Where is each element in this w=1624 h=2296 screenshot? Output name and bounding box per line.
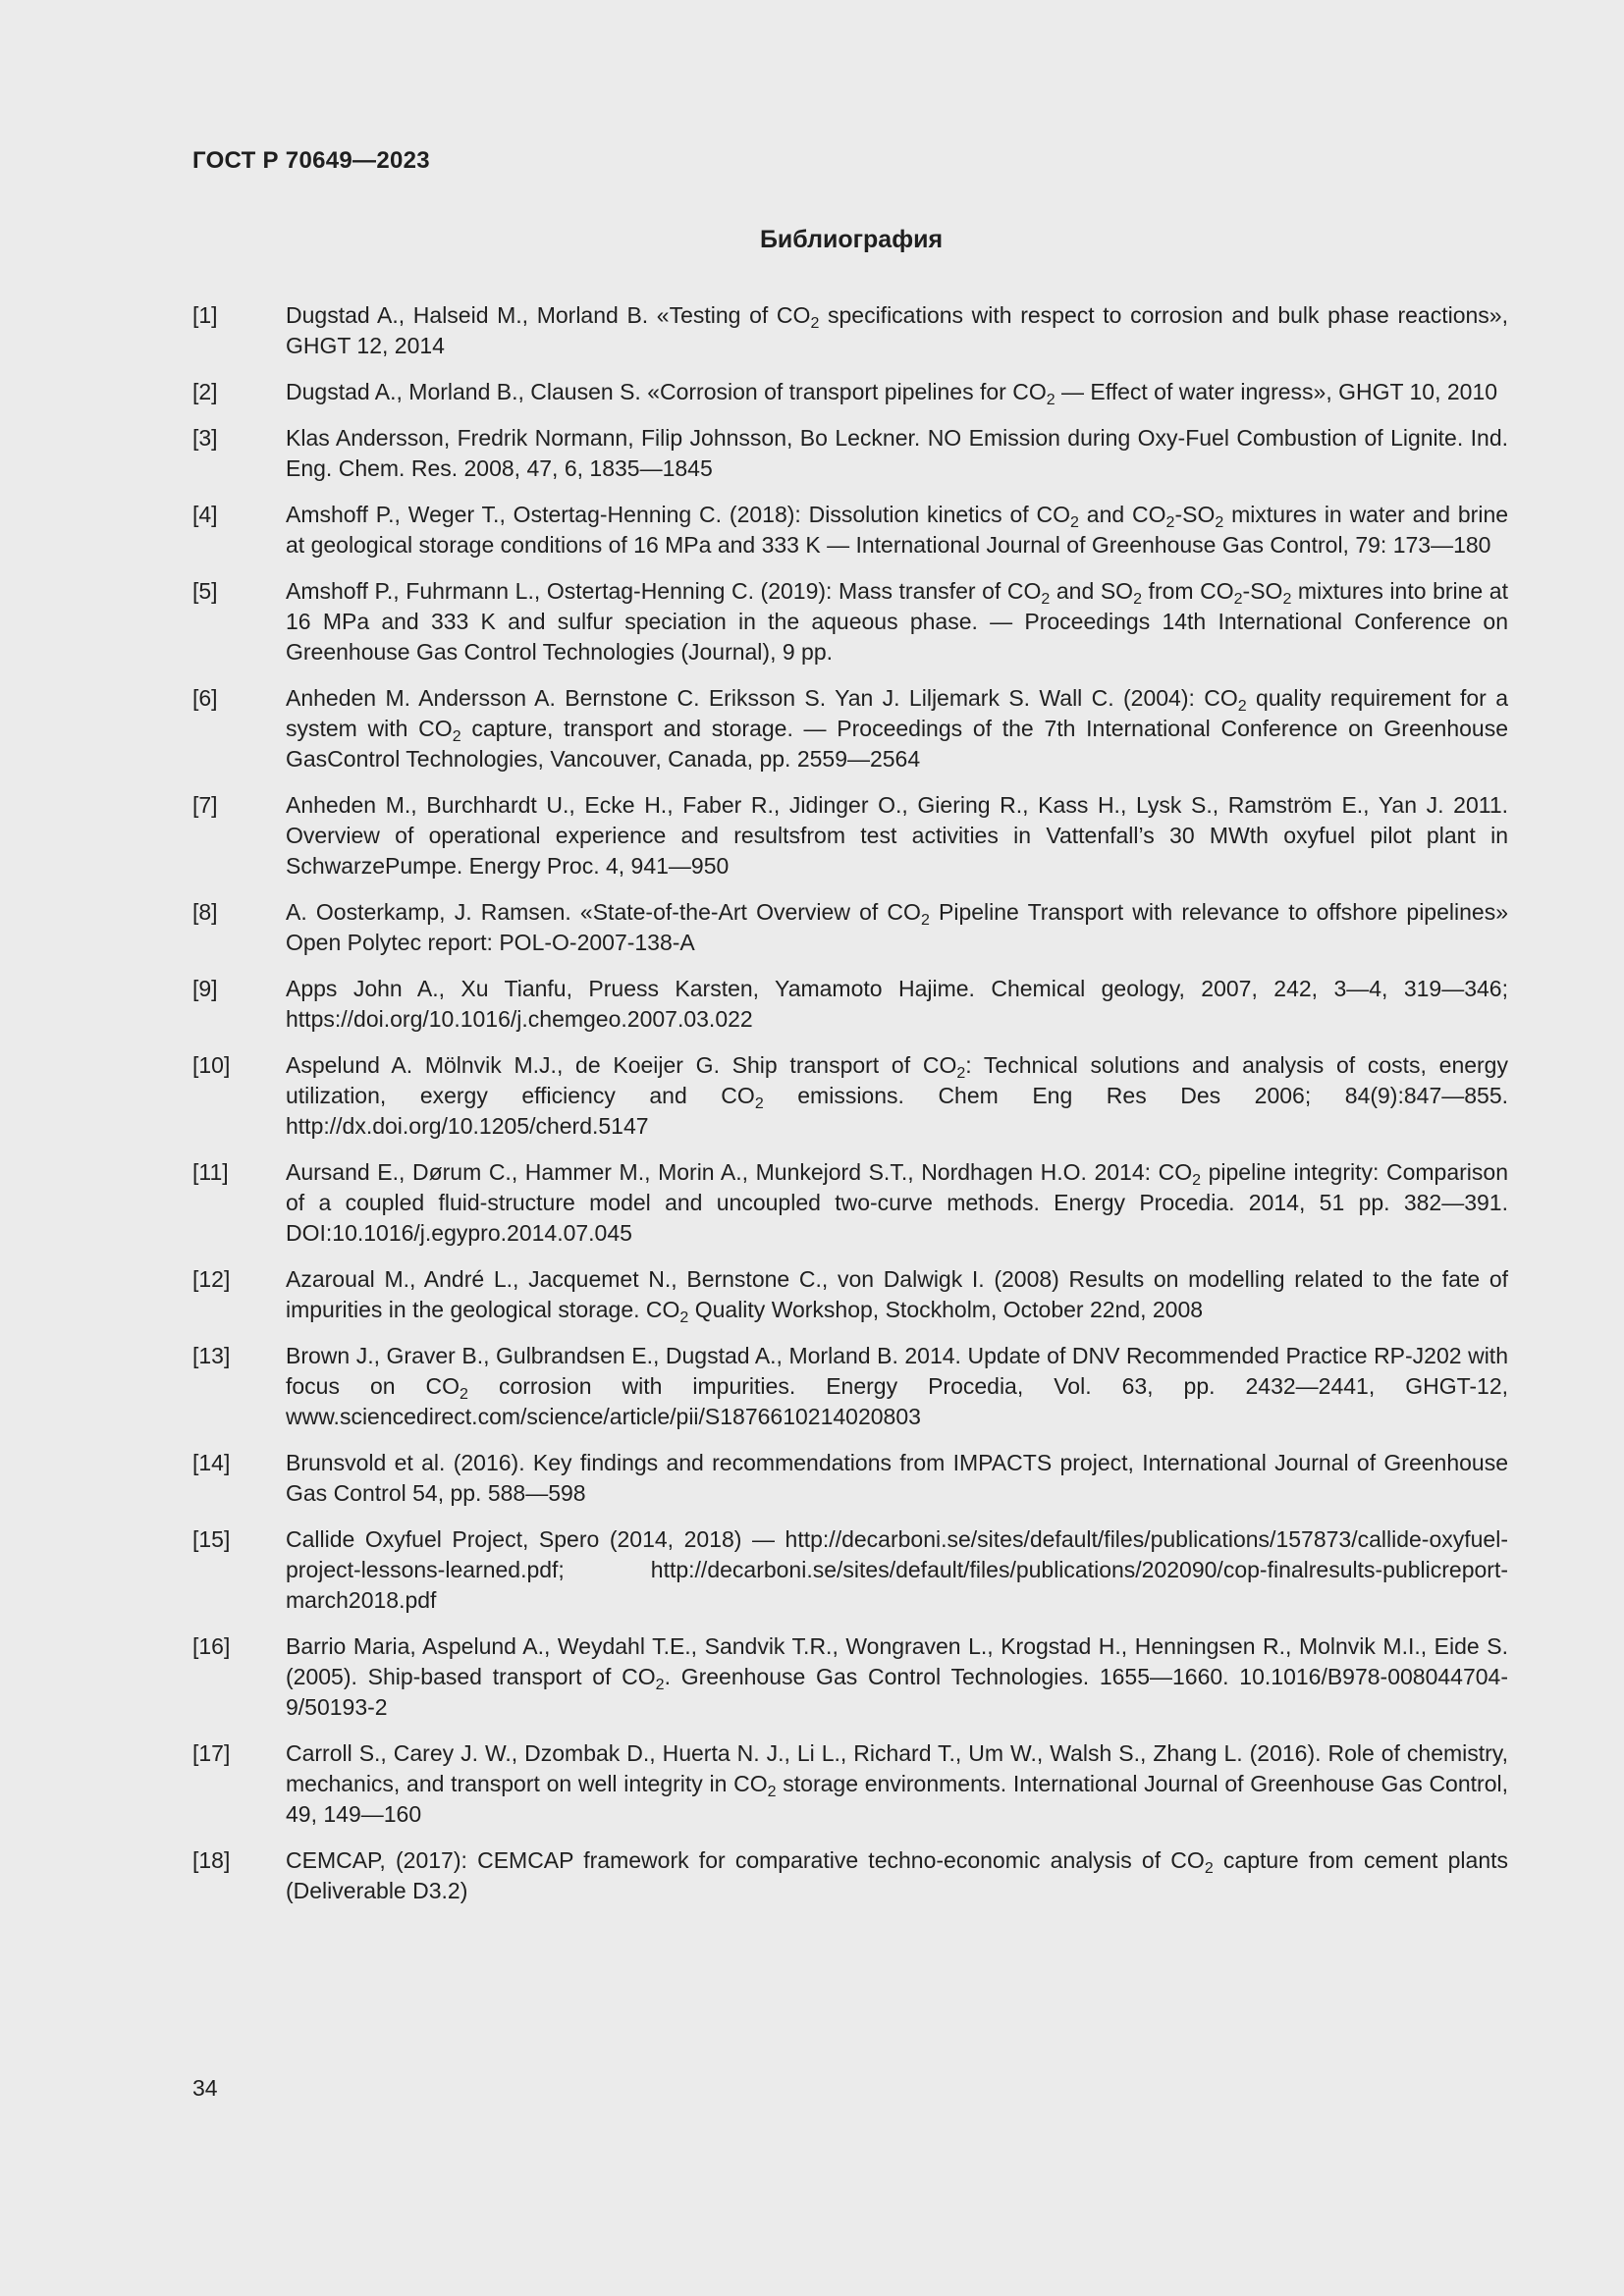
bibliography-entry bbox=[192, 974, 1508, 1035]
entry-number: [11] bbox=[192, 1159, 229, 1185]
subscript: 2 bbox=[1133, 591, 1142, 608]
entry-text-segment: mixtures into brine at 16 MPa and 333 K and sulfur speciation in the aqueous phase. — Proceedings 14th International Conference on Greenhouse Gas Control Technologies (Journal), 9 pp. bbox=[286, 578, 1508, 665]
subscript: 2 bbox=[810, 315, 820, 332]
subscript: 2 bbox=[1237, 698, 1247, 715]
entry-text-segment: Dugstad A., Morland B., Clausen S. «Corrosion of transport pipelines for CO bbox=[286, 379, 1047, 404]
entry-text-segment: Amshoff P., Fuhrmann L., Ostertag-Henning C. (2019): Mass transfer of CO bbox=[286, 578, 1042, 604]
subscript: 2 bbox=[452, 728, 461, 745]
entry-text-segment: Apps John A., Xu Tianfu, Pruess Karsten, Yamamoto Hajime. Chemical geology, 2007, 242, 3—4, 319—346; https://doi.org/10.1016/j.chemgeo.2007.03.022 bbox=[286, 976, 1508, 1032]
bibliography-entry bbox=[192, 576, 1508, 667]
entry-text-segment: Callide Oxyfuel Project, Spero (2014, 2018) — http://decarboni.se/sites/default/files/publications/157873/callide-oxyfuel-project-lessons-learned.pdf; http://decarboni.se/sites/default/files/publications/202090/cop-finalresults-publicreport-march2018.pdf bbox=[286, 1526, 1508, 1613]
bibliography-entry bbox=[192, 1631, 1508, 1723]
subscript: 2 bbox=[655, 1677, 665, 1693]
entry-text bbox=[286, 576, 1508, 667]
entry-text-segment: corrosion with impurities. Energy Procedia, Vol. 63, pp. 2432—2441, GHGT-12, www.sciencedirect.com/science/article/pii/S1876610214020803 bbox=[286, 1373, 1509, 1429]
entry-text-segment: Pipeline Transport with relevance to offshore pipelines» Open Polytec report: POL-O-2007-138-A bbox=[286, 899, 1508, 955]
entry-text-segment: capture, transport and storage. — Proceedings of the 7th International Conference on Greenhouse GasControl Technologies, Vancouver, Canada, pp. 2559—2564 bbox=[286, 716, 1508, 772]
entry-text bbox=[286, 974, 1508, 1035]
entry-text-segment: Aursand E., Dørum C., Hammer M., Morin A., Munkejord S.T., Nordhagen H.O. 2014: CO bbox=[286, 1159, 1193, 1185]
entry-text-segment: capture from cement plants (Deliverable D3.2) bbox=[286, 1847, 1508, 1903]
entry-text-segment: Klas Andersson, Fredrik Normann, Filip Johnsson, Bo Leckner. NO Emission during Oxy-Fuel Combustion of Lignite. Ind. Eng. Chem. Res. 2008, 47, 6, 1835—1845 bbox=[286, 425, 1508, 481]
bibliography-list bbox=[192, 300, 1508, 1922]
bibliography-entry bbox=[192, 1050, 1508, 1142]
entry-text-segment: Brunsvold et al. (2016). Key findings and recommendations from IMPACTS project, International Journal of Greenhouse Gas Control 54, pp. 588—598 bbox=[286, 1450, 1508, 1506]
entry-text bbox=[286, 377, 1508, 407]
entry-text-segment: -SO bbox=[1174, 502, 1216, 527]
entry-text bbox=[286, 1738, 1508, 1830]
entry-text-segment: emissions. Chem Eng Res Des 2006; 84(9):847—855. http://dx.doi.org/10.1205/cherd.5147 bbox=[286, 1083, 1508, 1139]
entry-number: [12] bbox=[192, 1266, 231, 1292]
subscript: 2 bbox=[1233, 591, 1243, 608]
entry-text bbox=[286, 1631, 1508, 1723]
entry-text bbox=[286, 897, 1508, 958]
entry-text-segment: CEMCAP, (2017): CEMCAP framework for comparative techno-economic analysis of CO bbox=[286, 1847, 1205, 1873]
entry-text bbox=[286, 423, 1508, 484]
entry-text-segment: Aspelund A. Mölnvik M.J., de Koeijer G. Ship transport of CO bbox=[286, 1052, 957, 1078]
entry-number: [4] bbox=[192, 502, 218, 527]
entry-text-segment: Carroll S., Carey J. W., Dzombak D., Huerta N. J., Li L., Richard T., Um W., Walsh S., Zhang L. (2016). Role of chemistry, mechanics, and transport on well integrity in CO bbox=[286, 1740, 1508, 1796]
subscript: 2 bbox=[1046, 392, 1056, 408]
bibliography-entry bbox=[192, 423, 1508, 484]
entry-text bbox=[286, 1448, 1508, 1509]
bibliography-entry bbox=[192, 1448, 1508, 1509]
subscript: 2 bbox=[679, 1309, 689, 1326]
entry-text-segment: A. Oosterkamp, J. Ramsen. «State-of-the-Art Overview of CO bbox=[286, 899, 921, 925]
entry-text-segment: quality requirement for a system with CO bbox=[286, 685, 1508, 741]
entry-number: [9] bbox=[192, 976, 218, 1001]
entry-text-segment: Amshoff P., Weger T., Ostertag-Henning C. (2018): Dissolution kinetics of CO bbox=[286, 502, 1071, 527]
entry-number: [17] bbox=[192, 1740, 231, 1766]
bibliography-entry bbox=[192, 1157, 1508, 1249]
entry-text-segment: Brown J., Graver B., Gulbrandsen E., Dugstad A., Morland B. 2014. Update of DNV Recommended Practice RP-J202 with focus on CO bbox=[286, 1343, 1508, 1399]
entry-text-segment: pipeline integrity: Comparison of a coupled fluid-structure model and uncoupled two-curve methods. Energy Procedia. 2014, 51 pp. 382—391. DOI:10.1016/j.egypro.2014.07.045 bbox=[286, 1159, 1508, 1246]
entry-text-segment: and SO bbox=[1050, 578, 1134, 604]
bibliography-entry bbox=[192, 1524, 1508, 1616]
bibliography-entry bbox=[192, 500, 1508, 561]
entry-number: [7] bbox=[192, 792, 218, 818]
subscript: 2 bbox=[767, 1784, 777, 1800]
entry-text bbox=[286, 1264, 1508, 1325]
subscript: 2 bbox=[920, 912, 930, 929]
document-header: ГОСТ Р 70649—2023 bbox=[192, 147, 430, 174]
entry-text bbox=[286, 500, 1508, 561]
bibliography-entry bbox=[192, 1738, 1508, 1830]
entry-number: [10] bbox=[192, 1052, 231, 1078]
bibliography-entry bbox=[192, 1341, 1508, 1432]
page-number: 34 bbox=[192, 2075, 218, 2101]
entry-text bbox=[286, 790, 1508, 881]
entry-number: [13] bbox=[192, 1343, 231, 1368]
entry-number: [16] bbox=[192, 1633, 231, 1659]
entry-text-segment: Anheden M., Burchhardt U., Ecke H., Faber R., Jidinger O., Giering R., Kass H., Lysk S., Ramström E., Yan J. 2011. Overview of operational experience and resultsfrom test activities in Vattenfall’s 30 MWth oxyfuel pilot plant in SchwarzePumpe. Energy Proc. 4, 941—950 bbox=[286, 792, 1508, 879]
subscript: 2 bbox=[1282, 591, 1292, 608]
bibliography-entry bbox=[192, 1264, 1508, 1325]
subscript: 2 bbox=[460, 1386, 468, 1403]
entry-number: [5] bbox=[192, 578, 218, 604]
entry-text-segment: Barrio Maria, Aspelund A., Weydahl T.E., Sandvik T.R., Wongraven L., Krogstad H., Henningsen R., Molnvik M.I., Eide S. (2005). Ship-based transport of CO bbox=[286, 1633, 1508, 1689]
entry-text-segment: — Effect of water ingress», GHGT 10, 2010 bbox=[1055, 379, 1498, 404]
entry-text-segment: mixtures in water and brine at geological storage conditions of 16 MPa and 333 K — International Journal of Greenhouse Gas Control, 79: 173—180 bbox=[286, 502, 1509, 558]
entry-number: [6] bbox=[192, 685, 218, 711]
bibliography-entry bbox=[192, 377, 1508, 407]
entry-text-segment: Anheden M. Andersson A. Bernstone C. Eriksson S. Yan J. Liljemark S. Wall C. (2004): CO bbox=[286, 685, 1238, 711]
bibliography-entry bbox=[192, 683, 1508, 774]
subscript: 2 bbox=[1041, 591, 1051, 608]
entry-text-segment: Quality Workshop, Stockholm, October 22nd, 2008 bbox=[688, 1297, 1204, 1322]
subscript: 2 bbox=[956, 1065, 966, 1082]
entry-text-segment: . Greenhouse Gas Control Technologies. 1655—1660. 10.1016/B978-008044704-9/50193-2 bbox=[286, 1664, 1508, 1720]
subscript: 2 bbox=[1215, 514, 1224, 531]
entry-text-segment: storage environments. International Journal of Greenhouse Gas Control, 49, 149—160 bbox=[286, 1771, 1508, 1827]
entry-text bbox=[286, 1341, 1508, 1432]
entry-number: [3] bbox=[192, 425, 218, 451]
entry-number: [14] bbox=[192, 1450, 231, 1475]
entry-text bbox=[286, 1845, 1508, 1906]
entry-text-segment: : Technical solutions and analysis of costs, energy utilization, exergy efficiency and CO bbox=[286, 1052, 1508, 1108]
bibliography-entry bbox=[192, 300, 1508, 361]
subscript: 2 bbox=[1204, 1860, 1214, 1877]
subscript: 2 bbox=[1070, 514, 1079, 531]
subscript: 2 bbox=[754, 1095, 764, 1112]
subscript: 2 bbox=[1192, 1172, 1202, 1189]
entry-text bbox=[286, 300, 1508, 361]
entry-text-segment: and CO bbox=[1078, 502, 1166, 527]
entry-text-segment: -SO bbox=[1242, 578, 1283, 604]
subscript: 2 bbox=[1165, 514, 1175, 531]
entry-text-segment: from CO bbox=[1141, 578, 1234, 604]
bibliography-entry bbox=[192, 790, 1508, 881]
entry-number: [8] bbox=[192, 899, 218, 925]
entry-text bbox=[286, 1157, 1508, 1249]
entry-number: [15] bbox=[192, 1526, 231, 1552]
entry-number: [1] bbox=[192, 302, 218, 328]
entry-text-segment: specifications with respect to corrosion and bulk phase reactions», GHGT 12, 2014 bbox=[286, 302, 1508, 358]
entry-number: [18] bbox=[192, 1847, 231, 1873]
entry-number: [2] bbox=[192, 379, 218, 404]
bibliography-entry bbox=[192, 897, 1508, 958]
entry-text-segment: Dugstad A., Halseid M., Morland B. «Testing of CO bbox=[286, 302, 811, 328]
section-title: Библиография bbox=[759, 226, 944, 253]
entry-text bbox=[286, 1524, 1508, 1616]
entry-text-segment: Azaroual M., André L., Jacquemet N., Bernstone C., von Dalwigk I. (2008) Results on modelling related to the fate of impurities in the geological storage. CO bbox=[286, 1266, 1508, 1322]
entry-text bbox=[286, 683, 1508, 774]
entry-text bbox=[286, 1050, 1508, 1142]
bibliography-entry bbox=[192, 1845, 1508, 1906]
